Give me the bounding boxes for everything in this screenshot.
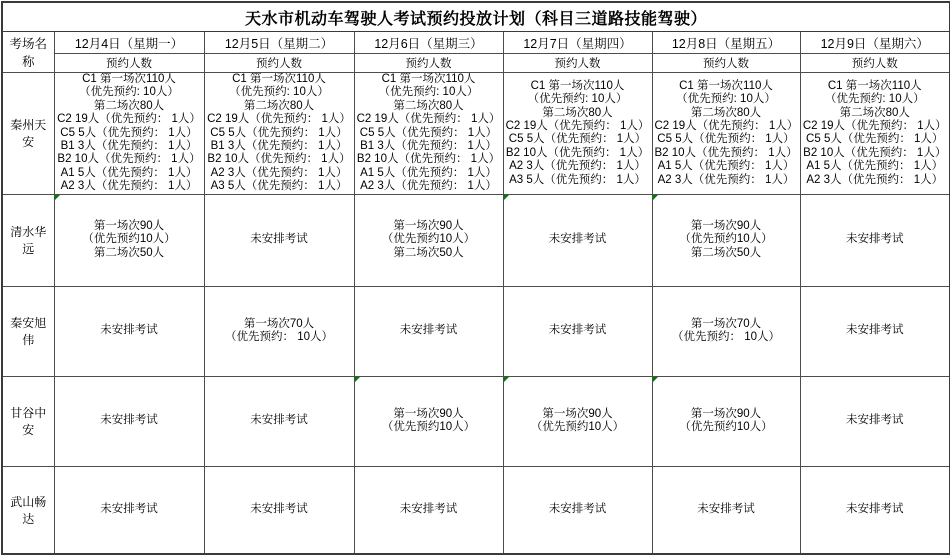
schedule-cell: 第一场次90人 （优先预约10人） 第二场次50人 [354,194,503,286]
site-name: 秦安旭伟 [2,286,54,376]
schedule-cell: C1 第一场次110人 （优先预约: 10人） 第二场次80人 C2 19人（优先预约： 1人） C5 5人（优先预约： 1人） B2 10人（优先预约： 1人） A1 5人（优先预约： 1人） A2 3人（优先预约： 1人） [652,73,800,195]
date-header: 12月6日（星期三） [354,32,503,54]
table-row [2,376,950,466]
schedule-cell: C1 第一场次110人 （优先预约: 10人） 第二场次80人 C2 19人（优先预约： 1人） C5 5人（优先预约： 1人） B2 10人（优先预约： 1人） A2 3人（优先预约： 1人） A3 5人（优先预约： 1人） [503,73,652,195]
schedule-cell: C1 第一场次110人 （优先预约: 10人） 第二场次80人 C2 19人（优先预约： 1人） C5 5人（优先预约： 1人） B2 10人（优先预约： 1人） A1 5人（优先预约： 1人） A2 3人（优先预约： 1人） [800,73,950,195]
schedule-cell: 未安排考试 [204,194,354,286]
subheader-row [2,54,950,73]
subheader-label: 预约人数 [800,54,950,73]
schedule-cell: 未安排考试 [54,376,204,466]
schedule-cell: 第一场次70人 （优先预约： 10人） [204,286,354,376]
schedule-cell: 未安排考试 [503,466,652,554]
date-header: 12月5日（星期二） [204,32,354,54]
schedule-cell: 第一场次90人 （优先预约10人） [354,376,503,466]
site-name: 清水华远 [2,194,54,286]
table-row [2,194,950,286]
subheader-label: 预约人数 [503,54,652,73]
subheader-label: 预约人数 [652,54,800,73]
schedule-cell: 第一场次90人 （优先预约10人） 第二场次50人 [652,194,800,286]
table-row [2,286,950,376]
schedule-table [1,1,950,555]
schedule-cell: 未安排考试 [503,286,652,376]
subheader-label: 预约人数 [204,54,354,73]
schedule-cell: 未安排考试 [204,466,354,554]
schedule-cell: 未安排考试 [204,376,354,466]
schedule-cell: 第一场次90人 （优先预约10人） [652,376,800,466]
title-row [2,2,950,32]
schedule-cell: 未安排考试 [503,194,652,286]
date-header: 12月4日（星期一） [54,32,204,54]
schedule-cell: 第一场次70人 （优先预约： 10人） [652,286,800,376]
schedule-cell: C1 第一场次110人 （优先预约: 10人） 第二场次80人 C2 19人（优先预约： 1人） C5 5人（优先预约： 1人） B1 3人（优先预约： 1人） B2 10人（优先预约： 1人） A1 5人（优先预约： 1人） A2 3人（优先预约： 1人） [354,73,503,195]
subheader-label: 预约人数 [354,54,503,73]
site-name: 甘谷中安 [2,376,54,466]
schedule-cell: 未安排考试 [800,286,950,376]
schedule-cell: 未安排考试 [54,286,204,376]
page-title: 天水市机动车驾驶人考试预约投放计划（科目三道路技能驾驶） [2,2,950,32]
schedule-cell: 未安排考试 [800,194,950,286]
corner-header: 考场名称 [2,32,54,73]
table-row [2,466,950,554]
schedule-cell: C1 第一场次110人 （优先预约: 10人） 第二场次80人 C2 19人（优先预约： 1人） C5 5人（优先预约： 1人） B1 3人（优先预约： 1人） B2 10人（优先预约： 1人） A2 3人（优先预约： 1人） A3 5人（优先预约： 1人） [204,73,354,195]
schedule-cell: 未安排考试 [354,286,503,376]
date-header-row [2,32,950,54]
schedule-cell: 未安排考试 [54,466,204,554]
date-header: 12月7日（星期四） [503,32,652,54]
schedule-cell: 第一场次90人 （优先预约10人） [503,376,652,466]
table-row [2,73,950,195]
date-header: 12月8日（星期五） [652,32,800,54]
schedule-cell: C1 第一场次110人 （优先预约: 10人） 第二场次80人 C2 19人（优先预约： 1人） C5 5人（优先预约： 1人） B1 3人（优先预约： 1人） B2 10人（优先预约： 1人） A1 5人（优先预约： 1人） A2 3人（优先预约： 1人） [54,73,204,195]
schedule-sheet [1,1,949,555]
subheader-label: 预约人数 [54,54,204,73]
site-name: 武山畅达 [2,466,54,554]
date-header: 12月9日（星期六） [800,32,950,54]
schedule-cell: 第一场次90人 （优先预约10人） 第二场次50人 [54,194,204,286]
schedule-cell: 未安排考试 [354,466,503,554]
schedule-cell: 未安排考试 [652,466,800,554]
site-name: 秦州天安 [2,73,54,195]
schedule-cell: 未安排考试 [800,466,950,554]
schedule-cell: 未安排考试 [800,376,950,466]
